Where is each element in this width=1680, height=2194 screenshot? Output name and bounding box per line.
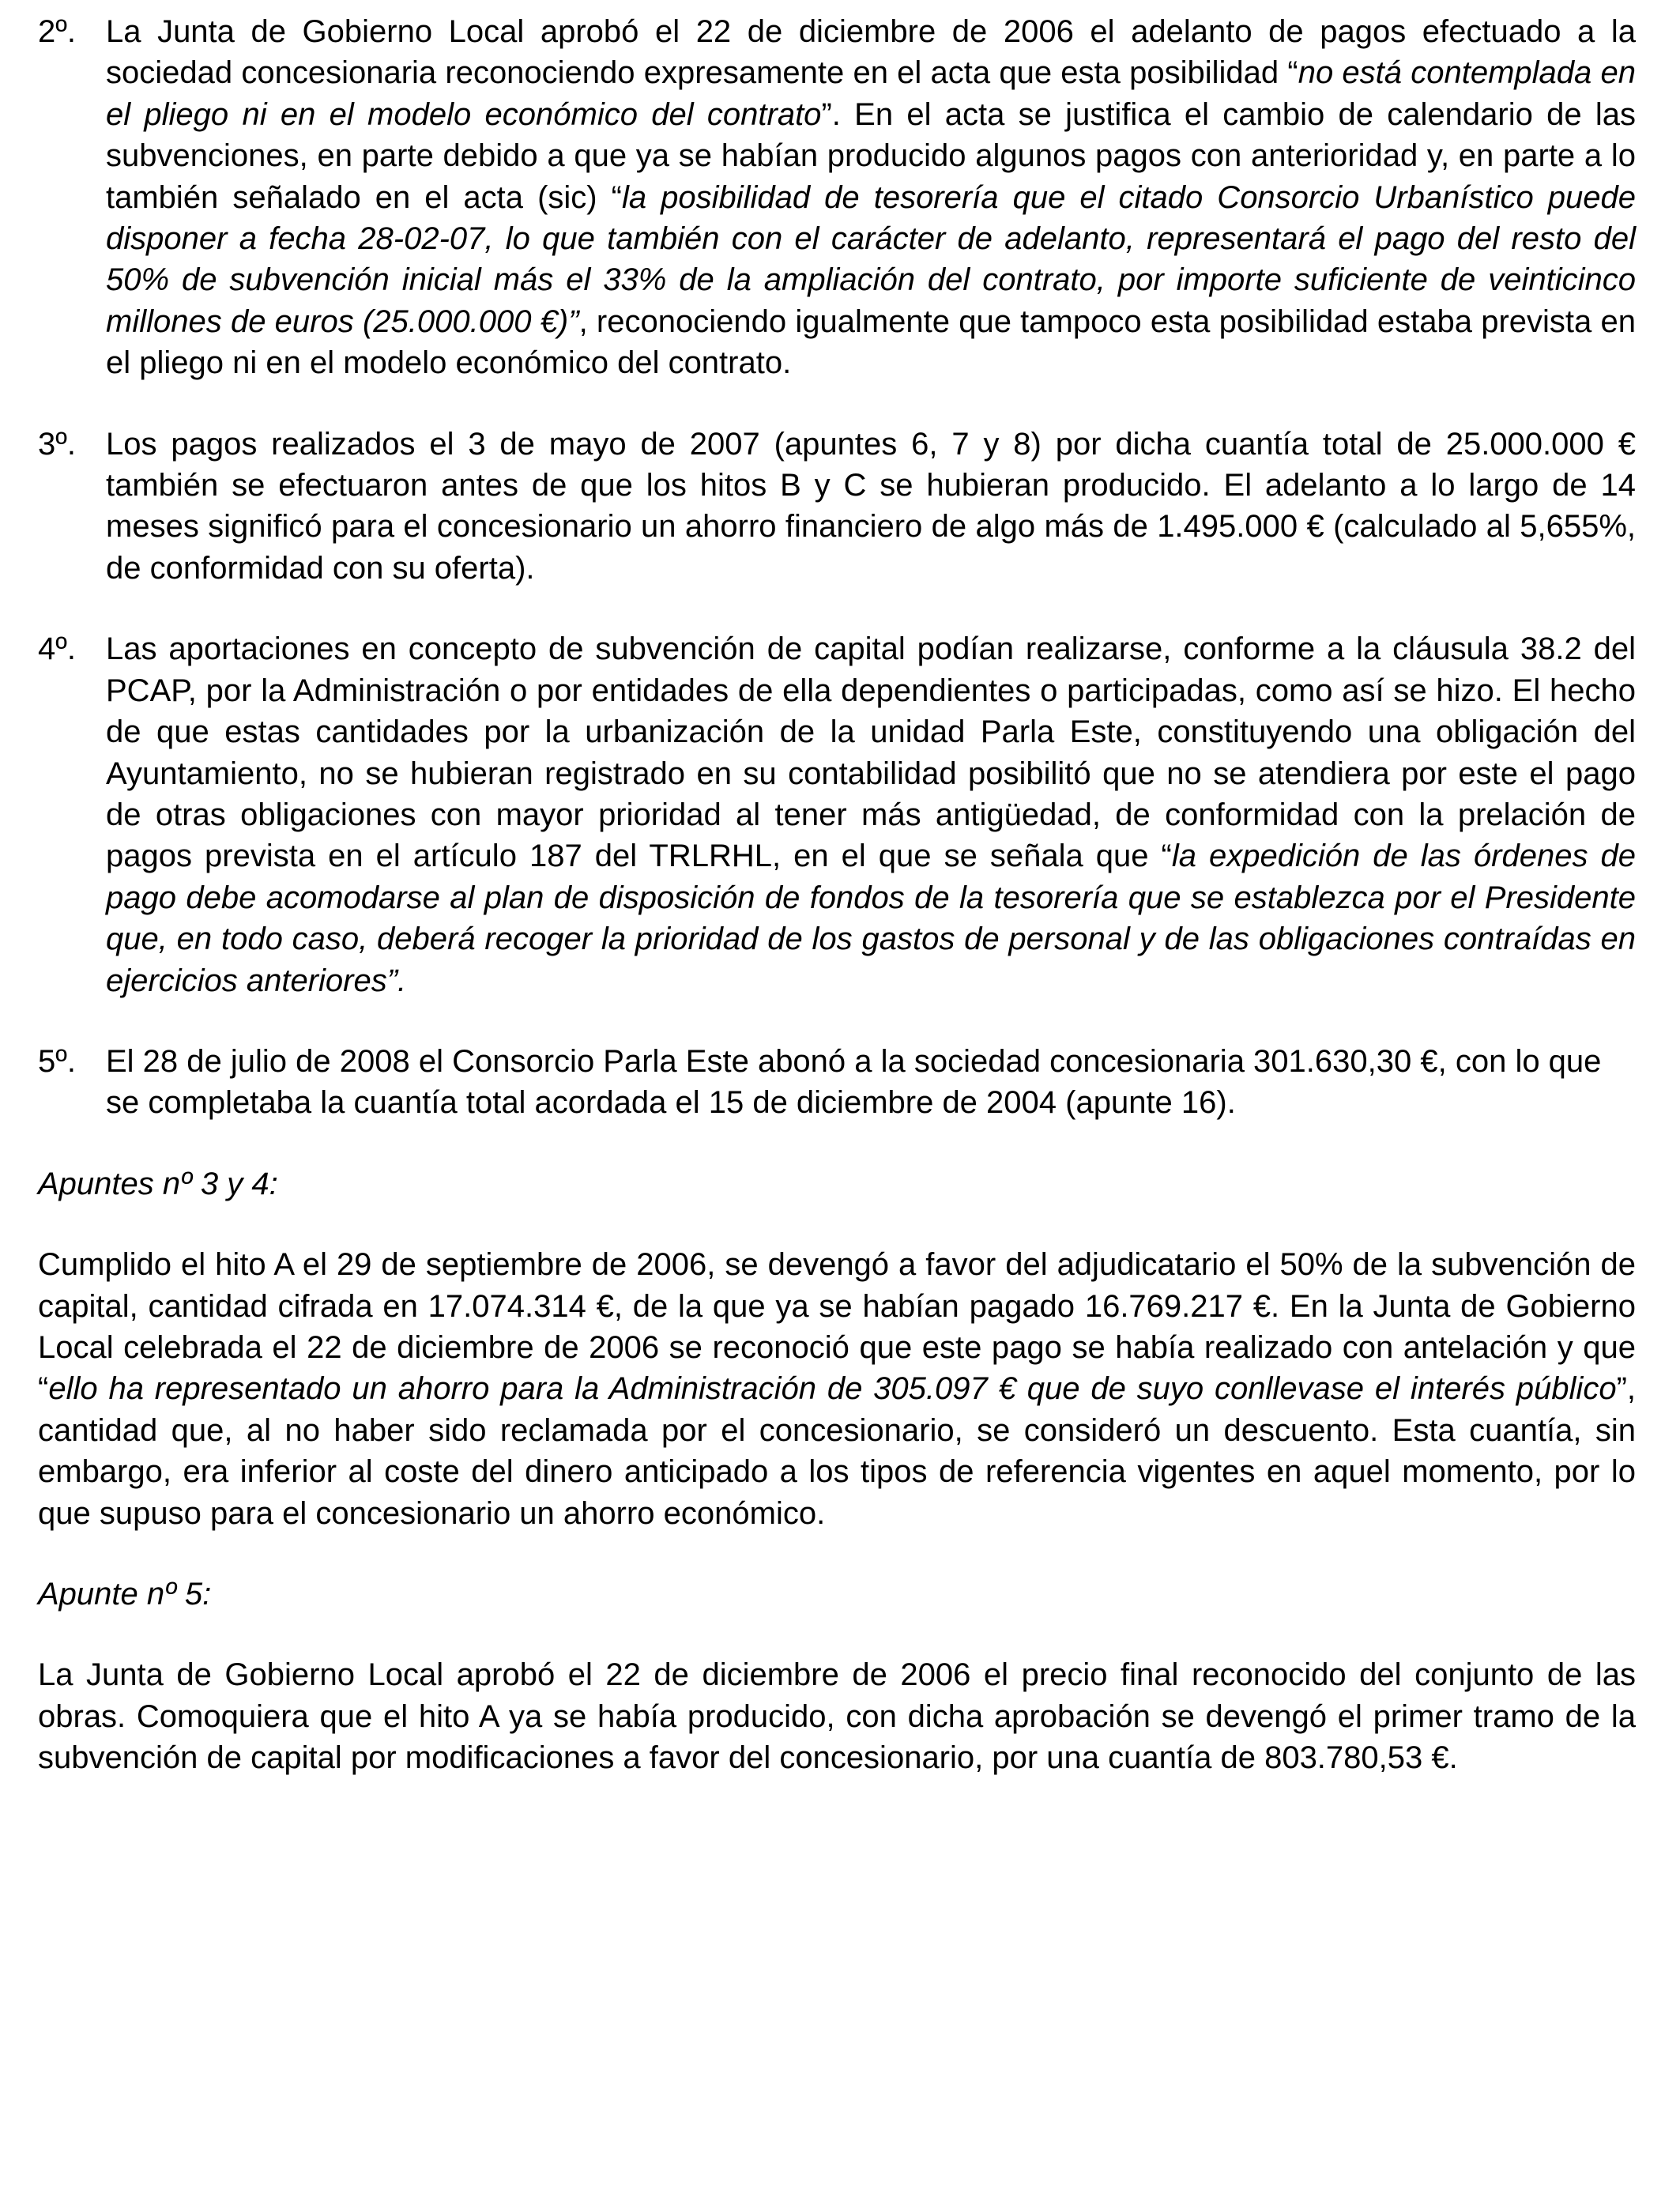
- section-paragraph: Cumplido el hito A el 29 de septiembre de 2006, se devengó a favor del adjudicatario el 50% de la subvención de capital, cantidad cifrada en 17.074.314 €, de la que ya se habían pagado 16.769.217 €. En la Junta de Gobierno Local celebrada el 22 de diciembre de 2006 se reconoció que este pago se había realizado con antelación y que “ello ha representado un ahorro para la Administración de 305.097 € que de suyo conllevase el interés público”, cantidad que, al no haber sido reclamada por el concesionario, se consideró un descuento. Esta cuantía, sin embargo, era inferior al coste del dinero anticipado a los tipos de referencia vigentes en aquel momento, por lo que supuso para el concesionario un ahorro económico.: [38, 1247, 1636, 1531]
- section-heading: Apuntes nº 3 y 4:: [38, 1166, 278, 1201]
- section-paragraph: La Junta de Gobierno Local aprobó el 22 de diciembre de 2006 el precio final reconocido del conjunto de las obras. Comoquiera que el hito A ya se había producido, con dicha aprobación se devengó el primer tramo de la subvención de capital por modificaciones a favor del concesionario, por una cuantía de 803.780,53 €.: [38, 1657, 1636, 1776]
- item-text: La Junta de Gobierno Local aprobó el 22 de diciembre de 2006 el adelanto de pagos efectuado a la sociedad concesionaria reconociendo expresamente en el acta que esta posibilidad “no está contemplada en el pliego ni en el modelo económico del contrato”. En el acta se justifica el cambio de calendario de las subvenciones, en parte debido a que ya se habían producido algunos pagos con anterioridad y, en parte a lo también señalado en el acta (sic) “la posibilidad de tesorería que el citado Consorcio Urbanístico puede disponer a fecha 28-02-07, lo que también con el carácter de adelanto, representará el pago del resto del 50% de subvención inicial más el 33% de la ampliación del contrato, por importe suficiente de veinticinco millones de euros (25.000.000 €)”, reconociendo igualmente que tampoco esta posibilidad estaba prevista en el pliego ni en el modelo económico del contrato.: [106, 14, 1637, 381]
- list-item-4: [38, 628, 1636, 1001]
- item-number: 2º.: [38, 14, 76, 49]
- item-number: 5º.: [38, 1043, 76, 1079]
- item-number: 3º.: [38, 426, 76, 462]
- list-item-5: [38, 1041, 1636, 1124]
- item-text: El 28 de julio de 2008 el Consorcio Parla Este abonó a la sociedad concesionaria 301.630,30 €, con lo que se completaba la cuantía total acordada el 15 de diciembre de 2004 (apunte 16).: [106, 1043, 1602, 1121]
- item-number: 4º.: [38, 631, 76, 667]
- document-page: [38, 11, 1636, 1779]
- quote-italic: la posibilidad de tesorería que el citado Consorcio Urbanístico puede disponer a fecha 28-02-07, lo que también con el carácter de adelanto, representará el pago del resto del 50% de subvención inicial más el 33% de la ampliación del contrato, por importe suficiente de veinticinco millones de euros (25.000.000 €)”: [106, 179, 1636, 339]
- list-item-2: [38, 11, 1636, 384]
- quote-italic: la expedición de las órdenes de pago debe acomodarse al plan de disposición de fondos de la tesorería que se establezca por el Presidente que, en todo caso, deberá recoger la prioridad de los gastos de personal y de las obligaciones contraídas en ejercicios anteriores”.: [106, 839, 1637, 998]
- list-item-3: [38, 424, 1636, 590]
- quote-italic: no está contemplada en el pliego ni en el modelo económico del contrato: [106, 55, 1636, 132]
- item-text: Los pagos realizados el 3 de mayo de 2007 (apuntes 6, 7 y 8) por dicha cuantía total de 25.000.000 € también se efectuaron antes de que los hitos B y C se hubieran producido. El adelanto a lo largo de 14 meses significó para el concesionario un ahorro financiero de algo más de 1.495.000 € (calculado al 5,655%, de conformidad con su oferta).: [106, 426, 1636, 586]
- item-text: Las aportaciones en concepto de subvención de capital podían realizarse, conforme a la cláusula 38.2 del PCAP, por la Administración o por entidades de ella dependientes o participadas, como así se hizo. El hecho de que estas cantidades por la urbanización de la unidad Parla Este, constituyendo una obligación del Ayuntamiento, no se hubieran registrado en su contabilidad posibilitó que no se atendiera por este el pago de otras obligaciones con mayor prioridad al tener más antigüedad, de conformidad con la prelación de pagos prevista en el artículo 187 del TRLRHL, en el que se señala que “la expedición de las órdenes de pago debe acomodarse al plan de disposición de fondos de la tesorería que se establezca por el Presidente que, en todo caso, deberá recoger la prioridad de los gastos de personal y de las obligaciones contraídas en ejercicios anteriores”.: [106, 631, 1637, 998]
- section-heading: Apunte nº 5:: [38, 1577, 212, 1612]
- quote-italic: ello ha representado un ahorro para la Administración de 305.097 € que de suyo conllevase el interés público: [48, 1371, 1617, 1407]
